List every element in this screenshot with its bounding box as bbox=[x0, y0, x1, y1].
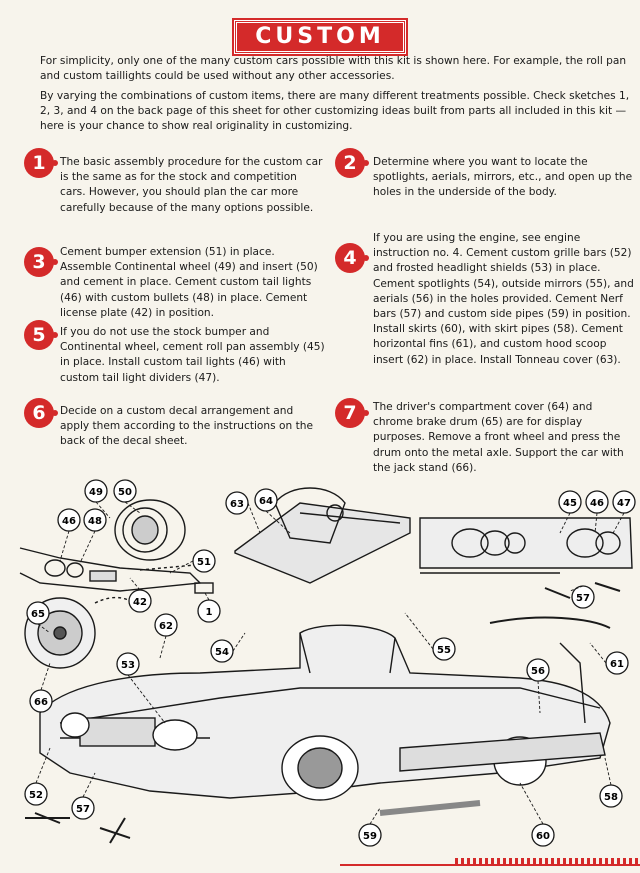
callout-64: 64 bbox=[259, 496, 273, 507]
callout-49: 49 bbox=[89, 487, 103, 498]
roll-pan-detail bbox=[420, 518, 632, 598]
callout-55: 55 bbox=[437, 645, 451, 656]
callout-63: 63 bbox=[230, 499, 244, 510]
callout-60: 60 bbox=[536, 831, 550, 842]
step-2-text: Determine where you want to locate the spotlights, aerials, mirrors, etc., and open up the holes in the underside of the body. bbox=[373, 156, 633, 199]
callout-47: 47 bbox=[617, 498, 631, 509]
step-7-badge: 7 bbox=[335, 398, 365, 428]
step-7-text: The driver's compartment cover (64) and chrome brake drum (65) are for display purposes. Remove a front wheel and press the drum onto the metal axle. Support the car with the jack stand (66). bbox=[373, 401, 624, 474]
step-4-badge: 4 bbox=[335, 243, 365, 273]
callout-54: 54 bbox=[215, 647, 229, 658]
callout-51: 51 bbox=[197, 557, 211, 568]
step-6-text: Decide on a custom decal arrangement and apply them according to the instructions on the back of the decal sheet. bbox=[60, 405, 313, 448]
callout-42: 42 bbox=[133, 597, 147, 608]
intro-paragraph-2: By varying the combinations of custom items, there are many different treatments possible. Check sketches 1, 2, 3, and 4 on the back page of this sheet for other customizing ideas built from parts all included in this kit — here is your chance to show real originality in customizing. bbox=[40, 90, 630, 132]
step-3-text: Cement bumper extension (51) in place. Assemble Continental wheel (49) and insert (50) and cement in place. Cement custom tail lights (46) with custom bullets (48) in place. Cement license plate (42) in position. bbox=[60, 246, 318, 319]
step-1-text: The basic assembly procedure for the custom car is the same as for the stock and competition cars. However, you should plan the car more carefully because of the many options possible. bbox=[60, 156, 323, 214]
callout-53: 53 bbox=[121, 660, 135, 671]
callout-62: 62 bbox=[159, 621, 173, 632]
step-6-badge: 6 bbox=[24, 398, 54, 428]
step-5-badge: 5 bbox=[24, 320, 54, 350]
footer-line bbox=[340, 864, 640, 866]
callout-61: 61 bbox=[610, 659, 624, 670]
callout-65: 65 bbox=[31, 609, 45, 620]
step-4-text: If you are using the engine, see engine instruction no. 4. Cement custom grille bars (52) and frosted headlight shields (53) in place. Cement spotlights (54), outside mirrors (55), and aerials (56) in the holes provided. Cement Nerf bars (57) and custom side pipes (59) in position. Install skirts (60), with skirt pipes (58). Cement horizontal fins (61), and custom hood scoop insert (62) in place. Install Tonneau cover (63). bbox=[373, 232, 634, 366]
title-banner bbox=[0, 20, 640, 54]
car-body bbox=[40, 618, 610, 813]
custom-car-illustration bbox=[0, 473, 640, 873]
callout-59: 59 bbox=[363, 831, 377, 842]
callout-58: 58 bbox=[604, 792, 618, 803]
callout-57-bottom: 57 bbox=[76, 804, 90, 815]
callout-50: 50 bbox=[118, 487, 132, 498]
callout-48: 48 bbox=[88, 516, 102, 527]
callout-66: 66 bbox=[34, 697, 48, 708]
callout-46b: 46 bbox=[590, 498, 604, 509]
callout-57-top: 57 bbox=[576, 593, 590, 604]
step-3-badge: 3 bbox=[24, 247, 54, 277]
callout-45: 45 bbox=[563, 498, 577, 509]
continental-wheel-detail bbox=[20, 500, 213, 593]
callout-46: 46 bbox=[62, 516, 76, 527]
callout-52: 52 bbox=[29, 790, 43, 801]
page-title: CUSTOM bbox=[234, 20, 405, 54]
step-1-badge: 1 bbox=[24, 148, 54, 178]
callout-1: 1 bbox=[205, 607, 213, 618]
intro-paragraph-1: For simplicity, only one of the many custom cars possible with this kit is shown here. For example, the roll pan and custom taillights could be used without any other accessories. bbox=[40, 55, 627, 82]
step-5-text: If you do not use the stock bumper and Continental wheel, cement roll pan assembly (45) in place. Install custom tail lights (46) with custom tail light dividers (47). bbox=[60, 326, 325, 384]
step-2-badge: 2 bbox=[335, 148, 365, 178]
callout-56: 56 bbox=[531, 666, 545, 677]
